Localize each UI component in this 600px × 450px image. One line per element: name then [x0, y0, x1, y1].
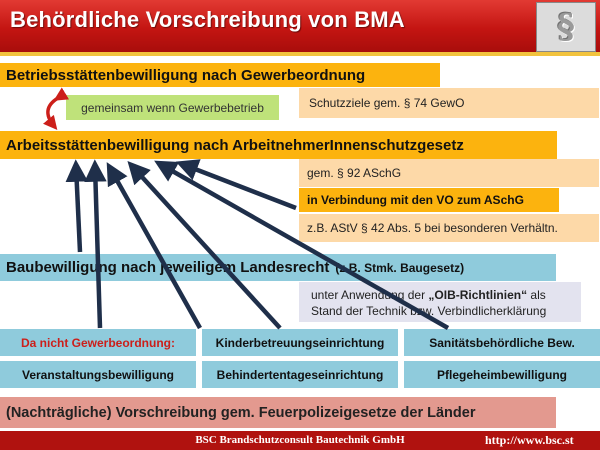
arrow-baubewilligung-to-arbeitsstaetten — [76, 166, 80, 252]
baubewilligung-note: (z.B. Stmk. Baugesetz) — [335, 260, 465, 275]
oib-prefix: unter Anwendung der — [311, 287, 429, 302]
link-arrow-gewerbe-arbeitsstaetten — [48, 98, 58, 126]
baubewilligung-label: Baubewilligung nach jeweiligem Landesrecht — [6, 259, 330, 276]
page-title: Behördliche Vorschreibung von BMA — [10, 7, 405, 32]
oib-highlight: „OIB-Richtlinien“ — [428, 287, 528, 302]
oib-line2: Stand der Technik bzw. Verbindlicherklärung — [311, 303, 547, 318]
gem-92-box: gem. § 92 ASchG — [299, 159, 599, 187]
grid-cell-sanitaetsbehoerdlich: Sanitätsbehördliche Bew. — [404, 329, 600, 356]
schutzziele-box: Schutzziele gem. § 74 GewO — [299, 88, 599, 118]
arbeitsstaetten-box: Arbeitsstättenbewilligung nach ArbeitnehmerInnenschutzgesetz — [0, 131, 557, 159]
logo-symbol: § — [557, 7, 575, 47]
gemeinsam-box: gemeinsam wenn Gewerbebetrieb — [66, 95, 279, 120]
grid-cell-kinderbetreuung: Kinderbetreuungseinrichtung — [202, 329, 398, 356]
grid-cell-da-nicht-gewerbeordnung: Da nicht Gewerbeordnung: — [0, 329, 196, 356]
in-verbindung-box: in Verbindung mit den VO zum ASchG — [299, 188, 559, 212]
grid-cell-veranstaltung: Veranstaltungsbewilligung — [0, 361, 196, 388]
zb-astv-box: z.B. AStV § 42 Abs. 5 bei besonderen Verhältn. — [299, 214, 599, 242]
betriebsstaetten-box: Betriebsstättenbewilligung nach Gewerbeordnung — [0, 63, 440, 87]
footer-company: BSC Brandschutzconsult Bautechnik GmbH — [195, 434, 405, 446]
grid-cell-behindertentages: Behindertentageseinrichtung — [202, 361, 398, 388]
grid-cell-pflegeheim: Pflegeheimbewilligung — [404, 361, 600, 388]
footer-url-link[interactable]: http://www.bsc.st — [485, 433, 574, 447]
oib-suffix: als — [527, 287, 546, 302]
feuerpolizei-box: (Nachträgliche) Vorschreibung gem. Feuerpolizeigesetze der Länder — [0, 397, 556, 428]
arrow-grid-left-to-arbeitsstaetten — [95, 166, 100, 328]
